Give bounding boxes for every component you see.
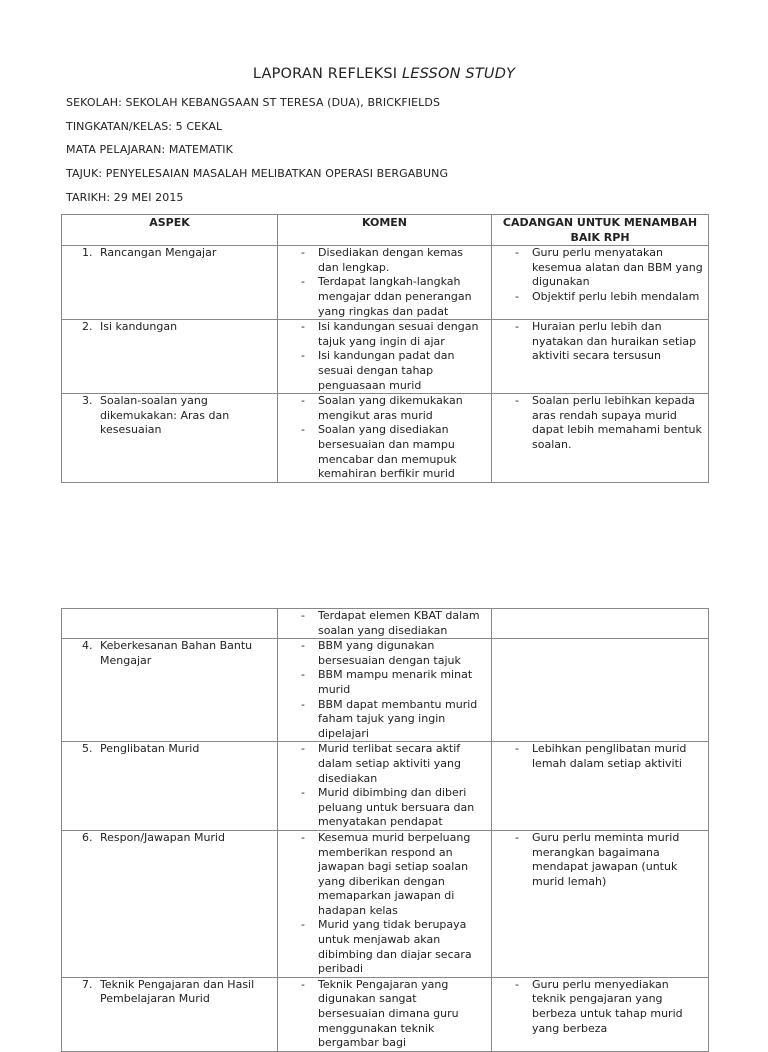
komen-item: - BBM yang digunakan bersesuaian dengan tajuk — [298, 639, 487, 668]
cadangan-cell — [492, 977, 709, 1051]
report-title-italic: LESSON STUDY — [402, 66, 516, 82]
komen-item: - Disediakan dengan kemas dan lengkap. — [298, 246, 487, 275]
aspek-number: 4. — [82, 639, 93, 653]
table-row — [62, 246, 709, 320]
table-row — [62, 394, 709, 483]
komen-cell — [278, 830, 492, 977]
cadangan-list — [496, 742, 704, 771]
aspek-label: Respon/Jawapan Murid — [100, 830, 225, 844]
komen-item: - Murid dibimbing dan diberi peluang untuk bersuara dan menyatakan pendapat — [298, 786, 487, 830]
aspek-label: Rancangan Mengajar — [100, 246, 217, 260]
komen-item: - Soalan yang disediakan bersesuaian dan mampu mencabar dan memupuk kemahiran berfikir murid — [298, 423, 487, 481]
komen-item: - Soalan yang dikemukakan mengikut aras murid — [298, 394, 487, 423]
komen-list — [282, 394, 487, 482]
table-row — [62, 609, 709, 639]
komen-item: - BBM dapat membantu murid faham tajuk yang ingin dipelajari — [298, 698, 487, 742]
aspek-item — [66, 978, 273, 1007]
report-title-main: LAPORAN REFLEKSI — [252, 66, 403, 82]
cadangan-cell — [492, 609, 709, 639]
cadangan-item: - Objektif perlu lebih mendalam — [512, 290, 704, 305]
aspek-item — [66, 320, 273, 335]
komen-item: - Terdapat elemen KBAT dalam soalan yang disediakan — [298, 609, 487, 638]
aspek-item — [66, 246, 273, 261]
cadangan-list — [496, 320, 704, 364]
table-header-row — [62, 215, 709, 246]
field-mata-pelajaran: MATA PELAJARAN: MATEMATIK — [66, 143, 233, 156]
cadangan-item: - Soalan perlu lebihkan kepada aras rendah supaya murid dapat lebih memahami bentuk soalan. — [512, 394, 704, 452]
komen-list — [282, 320, 487, 393]
komen-list — [282, 978, 487, 1051]
aspek-label: Penglibatan Murid — [100, 742, 200, 756]
header-cadangan: CADANGAN UNTUK MENAMBAH BAIK RPH — [492, 215, 709, 246]
komen-item: - Isi kandungan padat dan sesuai dengan tahap penguasaan murid — [298, 349, 487, 393]
komen-cell — [278, 639, 492, 742]
aspek-cell — [62, 320, 278, 394]
komen-list — [282, 831, 487, 977]
aspek-item — [66, 831, 273, 846]
komen-cell — [278, 977, 492, 1051]
table-row — [62, 830, 709, 977]
komen-item: - BBM mampu menarik minat murid — [298, 668, 487, 697]
aspek-item — [66, 639, 273, 668]
cadangan-cell — [492, 394, 709, 483]
aspek-label: Keberkesanan Bahan Bantu Mengajar — [100, 639, 253, 667]
aspek-cell — [62, 639, 278, 742]
komen-list — [282, 609, 487, 638]
cadangan-list — [496, 978, 704, 1036]
cadangan-item: - Guru perlu menyediakan teknik pengajaran yang berbeza untuk tahap murid yang berbeza — [512, 978, 704, 1036]
komen-cell — [278, 246, 492, 320]
table-row — [62, 320, 709, 394]
aspek-cell — [62, 830, 278, 977]
komen-item: - Kesemua murid berpeluang memberikan respond an jawapan bagi setiap soalan yang diberikan dengan memaparkan jawapan di hadapan kelas — [298, 831, 487, 919]
cadangan-list — [496, 246, 704, 304]
cadangan-item: - Guru perlu menyatakan kesemua alatan dan BBM yang digunakan — [512, 246, 704, 290]
cadangan-item: - Huraian perlu lebih dan nyatakan dan huraikan setiap aktiviti secara tersusun — [512, 320, 704, 364]
cadangan-cell — [492, 639, 709, 742]
header-komen: KOMEN — [278, 215, 492, 246]
table-row — [62, 977, 709, 1051]
aspek-number: 1. — [82, 246, 93, 260]
komen-list — [282, 639, 487, 741]
aspek-label: Isi kandungan — [100, 320, 178, 334]
table-row — [62, 742, 709, 831]
cadangan-cell — [492, 246, 709, 320]
komen-cell — [278, 394, 492, 483]
aspek-number: 6. — [82, 830, 93, 844]
komen-cell — [278, 742, 492, 831]
aspek-cell — [62, 394, 278, 483]
header-aspek: ASPEK — [62, 215, 278, 246]
field-tajuk: TAJUK: PENYELESAIAN MASALAH MELIBATKAN OPERASI BERGABUNG — [66, 167, 449, 180]
komen-item: - Isi kandungan sesuai dengan tajuk yang ingin di ajar — [298, 320, 487, 349]
komen-item: - Murid yang tidak berupaya untuk menjawab akan dibimbing dan diajar secara peribadi — [298, 918, 487, 976]
reflection-table-page2 — [61, 608, 709, 1052]
komen-cell — [278, 320, 492, 394]
aspek-number: 2. — [82, 320, 93, 334]
cadangan-list — [496, 394, 704, 452]
cadangan-cell — [492, 320, 709, 394]
komen-list — [282, 246, 487, 319]
reflection-table-page1 — [61, 214, 709, 483]
cadangan-list — [496, 831, 704, 889]
field-tingkatan: TINGKATAN/KELAS: 5 CEKAL — [66, 120, 223, 133]
aspek-number: 5. — [82, 742, 93, 756]
cadangan-item: - Guru perlu meminta murid merangkan bagaimana mendapat jawapan (untuk murid lemah) — [512, 831, 704, 889]
field-tarikh: TARIKH: 29 MEI 2015 — [66, 191, 184, 204]
field-sekolah: SEKOLAH: SEKOLAH KEBANGSAAN ST TERESA (DUA), BRICKFIELDS — [66, 96, 441, 109]
aspek-number: 7. — [82, 977, 93, 991]
aspek-cell — [62, 246, 278, 320]
aspek-number: 3. — [82, 394, 93, 408]
aspek-cell — [62, 977, 278, 1051]
komen-item: - Teknik Pengajaran yang digunakan sangat bersesuaian dimana guru menggunakan teknik bergambar bagi — [298, 978, 487, 1051]
table-row — [62, 639, 709, 742]
komen-item: - Terdapat langkah-langkah mengajar ddan penerangan yang ringkas dan padat — [298, 275, 487, 319]
komen-item: - Murid terlibat secara aktif dalam setiap aktiviti yang disediakan — [298, 742, 487, 786]
aspek-item — [66, 394, 273, 438]
report-title — [0, 66, 768, 82]
komen-cell — [278, 609, 492, 639]
komen-list — [282, 742, 487, 830]
cadangan-cell — [492, 830, 709, 977]
aspek-cell — [62, 609, 278, 639]
aspek-item — [66, 742, 273, 757]
cadangan-cell — [492, 742, 709, 831]
aspek-cell — [62, 742, 278, 831]
cadangan-item: - Lebihkan penglibatan murid lemah dalam setiap aktiviti — [512, 742, 704, 771]
aspek-label: Soalan-soalan yang dikemukakan: Aras dan kesesuaian — [100, 394, 230, 437]
aspek-label: Teknik Pengajaran dan Hasil Pembelajaran Murid — [100, 977, 255, 1006]
